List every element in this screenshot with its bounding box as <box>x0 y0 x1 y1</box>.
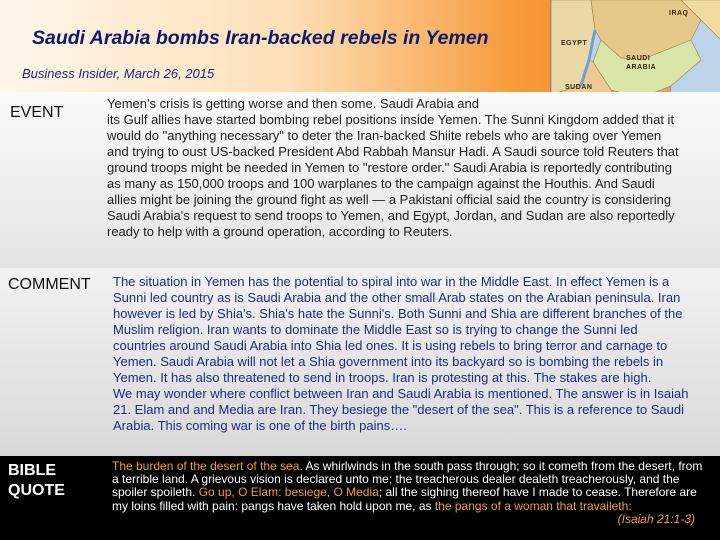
bible-quote-label <box>8 461 65 501</box>
bible-quote-section <box>0 456 720 540</box>
bible-segment-4: ; all the sighing thereof have I made to cease. Therefore are my loins filled with pain: pangs have taken hold upon me, as <box>112 485 697 513</box>
bible-segment-3: Go up, O Elam: besiege, O Media <box>198 485 379 500</box>
bible-quote-text <box>112 460 707 526</box>
page-title: Saudi Arabia bombs Iran-backed rebels in Yemen <box>32 27 489 49</box>
comment-paragraph-1: The situation in Yemen has the potential to spiral into war in the Middle East. In effect Yemen is a Sunni led country as is Saudi Arabia and the other small Arab states on the Arabian peninsula. Iran however is led by Shia's. Shia's hate the Sunni's. Both Sunni and Shia are different branches of the Muslim religion. Iran wants to dominate the Middle East so is trying to change the Sunni led countries around Saudi Arabia into Shia led ones. It is using rebels to bring terror and carnage to Yemen. Saudi Arabia will not let a Shia government into its backyard so is bombing the rebels in Yemen. It has also threatened to send in troops. Iran is protesting at this. The stakes are high. <box>113 274 683 385</box>
map-label-iraq: IRAQ <box>669 10 689 17</box>
event-body <box>107 96 682 240</box>
bible-label-line-1: BIBLE <box>8 462 56 479</box>
map-label-sudan: SUDAN <box>565 84 593 91</box>
comment-paragraph-2: We may wonder where conflict between Iran and Saudi Arabia is mentioned. The answer is in Isaiah 21. Elam and and Media are Iran. They besiege the "desert of the sea". This is a reference to Saudi Arabia. This coming war is one of the birth pains…. <box>113 386 689 433</box>
source-citation: Business Insider, March 26, 2015 <box>22 66 215 81</box>
comment-section <box>0 268 720 456</box>
bible-segment-2: As whirlwinds in the south pass through; so it cometh from the desert, from a terrible land. A grievous vision is declared unto me; the treacherous dealer dealeth treacherously, and the spoiler spoileth. <box>112 459 703 500</box>
bible-segment-1: The burden of the desert of the sea. <box>112 459 303 473</box>
event-first-line: Yemen's crisis is getting worse and then some. Saudi Arabia and <box>107 96 479 111</box>
bible-reference: (Isaiah 21:1-3) <box>617 511 695 526</box>
bible-label-line-2: QUOTE <box>8 482 65 499</box>
map-label-egypt: EGYPT <box>561 40 588 47</box>
comment-body <box>113 274 693 434</box>
event-text: its Gulf allies have started bombing rebel positions inside Yemen. The Sunni Kingdom added that it would do "anything necessary" to deter the Iran-backed Shiite rebels who are taking over Yemen and trying to oust US-backed President Abd Rabbah Mansur Hadi. A Saudi source told Reuters that ground troops might be needed in Yemen to "restore order." Saudi Arabia is reportedly contributing as many as 150,000 troops and 100 warplanes to the campaign against the Houthis. And Saudi allies might be joining the ground fight as well — a Pakistani official said the country is considering Saudi Arabia's request to send troops to Yemen, and Egypt, Jordan, and Sudan are also reportedly ready to help with a ground operation, according to Reuters. <box>107 112 679 239</box>
bible-segment-5: the pangs of a woman that travaileth: <box>434 498 632 513</box>
map-label-arabia: ARABIA <box>626 64 657 71</box>
map-label-saudi: SAUDI <box>626 55 651 62</box>
event-section <box>0 92 720 268</box>
event-label: EVENT <box>10 104 64 121</box>
comment-label: COMMENT <box>8 276 91 293</box>
